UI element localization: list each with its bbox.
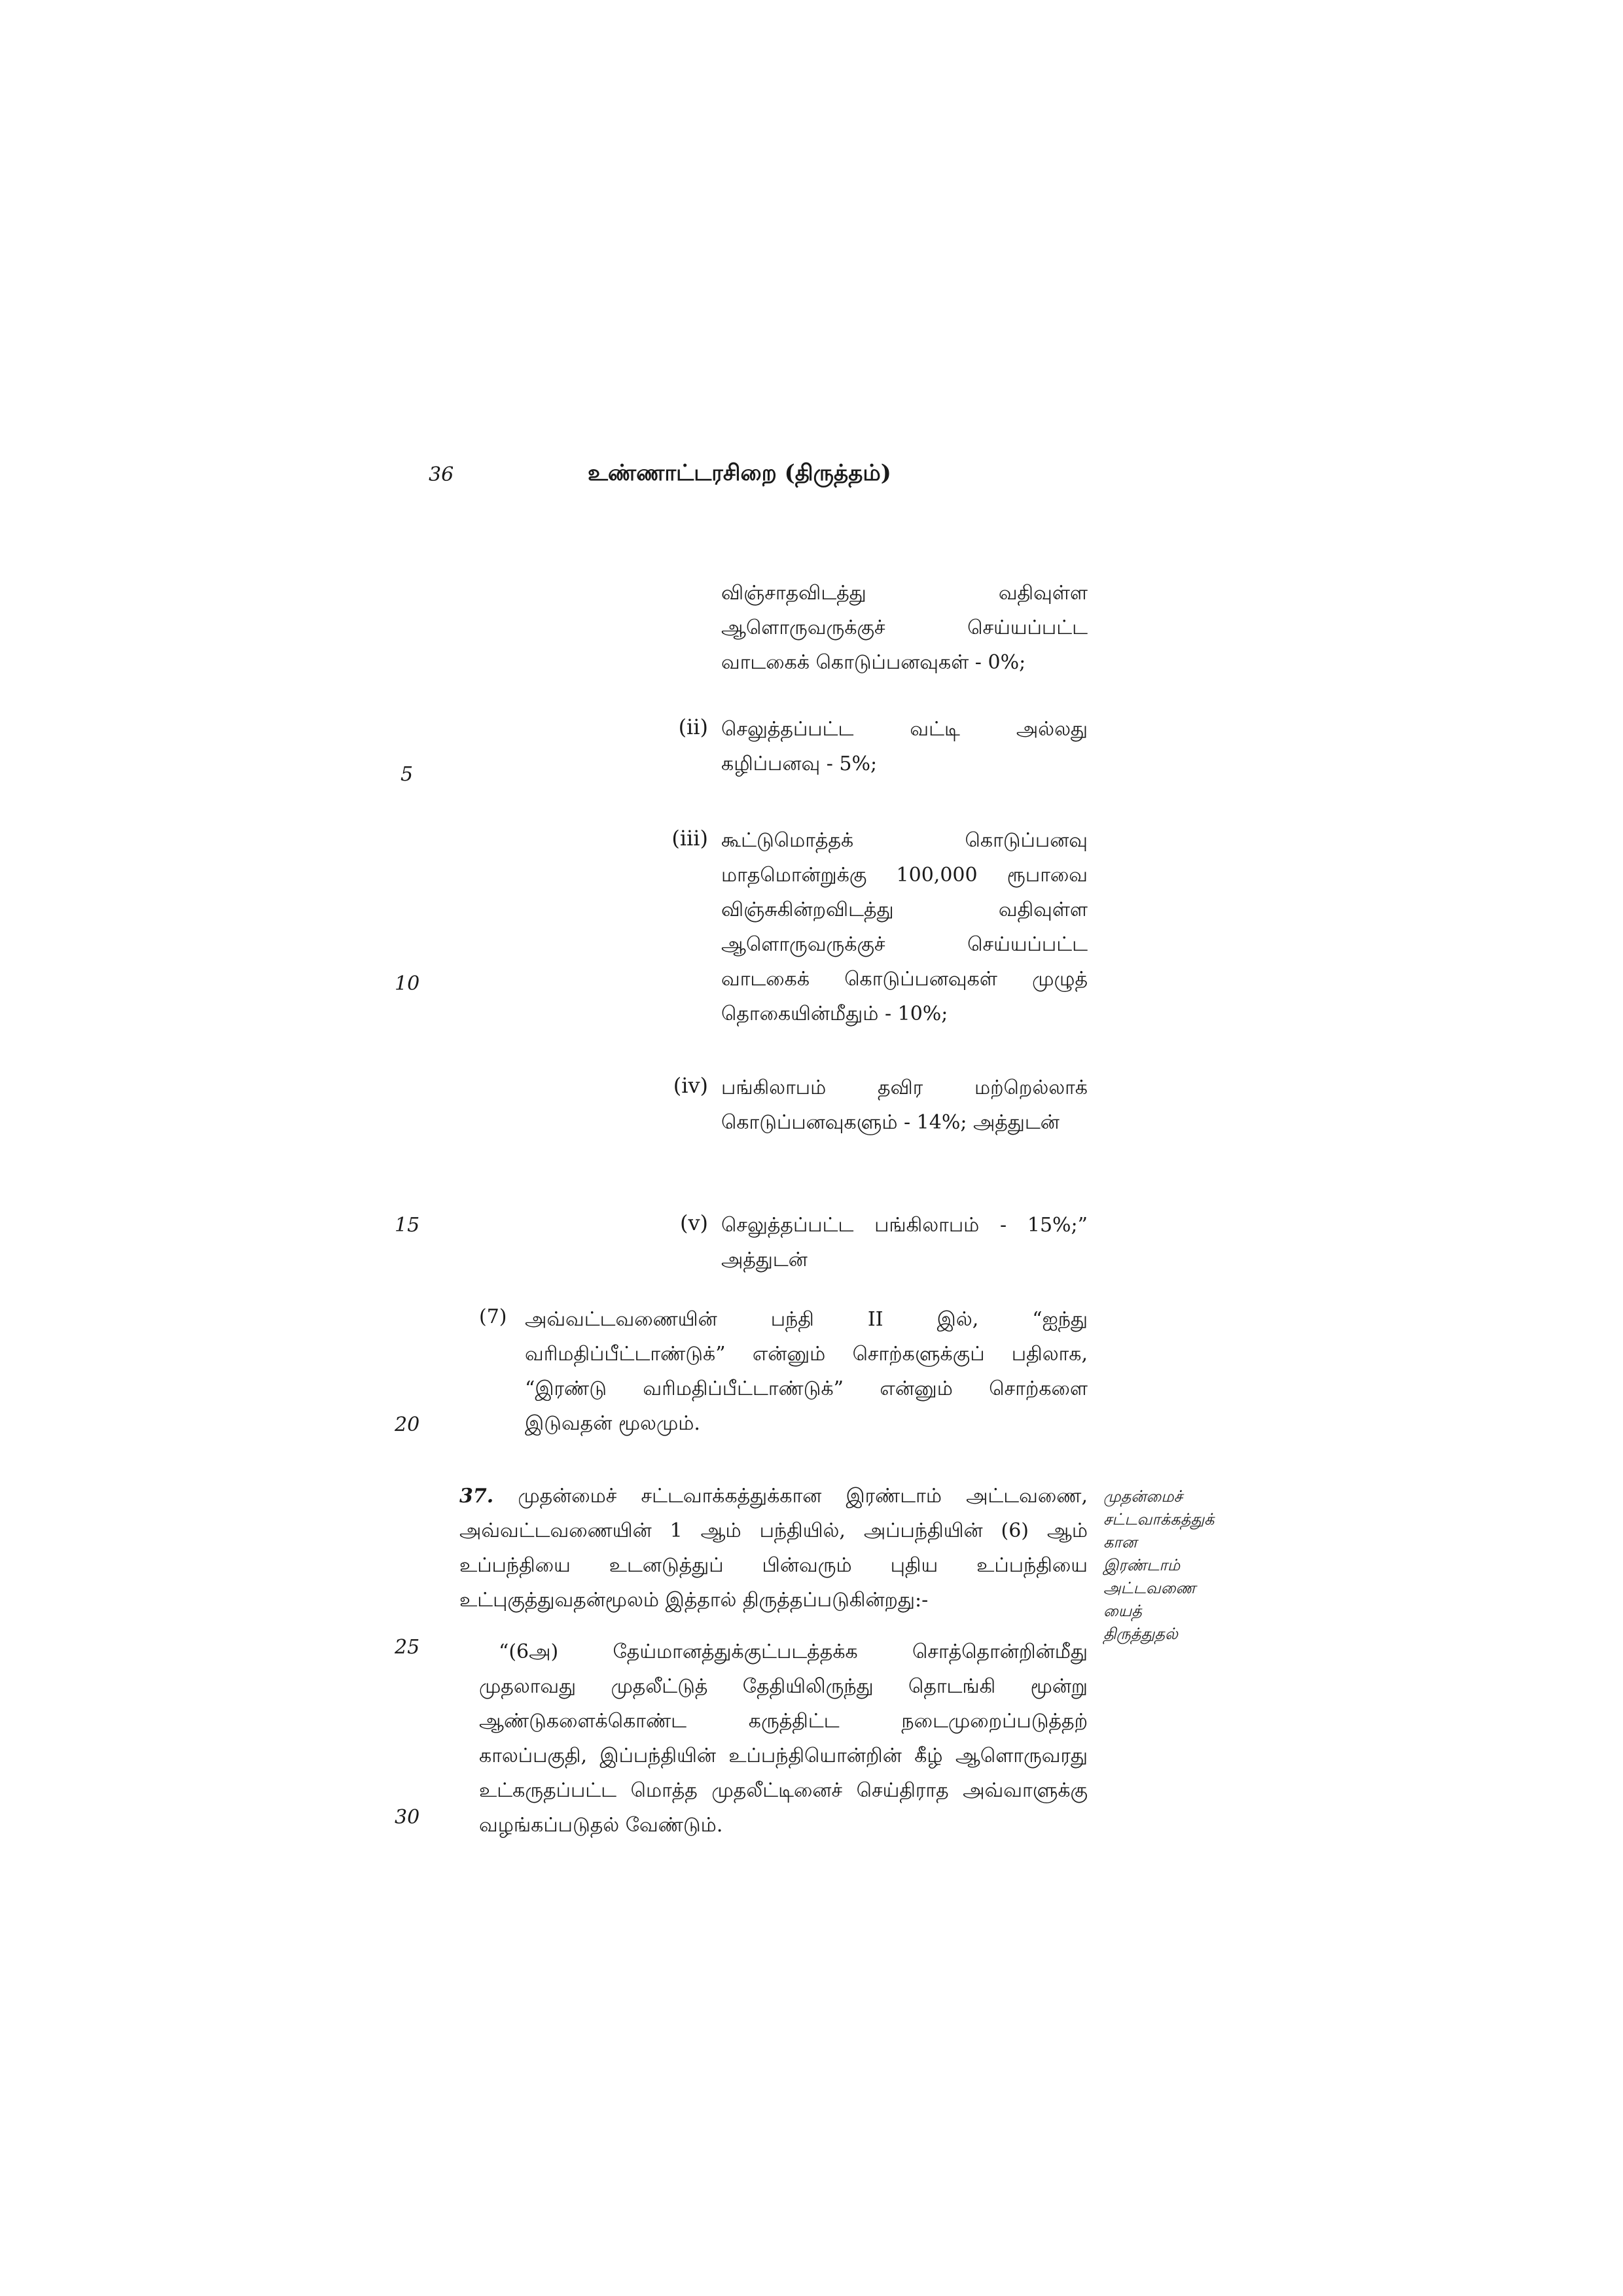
line-number-15: 15 (395, 1214, 420, 1237)
line-number-10: 10 (395, 972, 420, 995)
subparagraph-6a: “(6அ) தேய்மானத்துக்குட்படத்தக்க சொத்தொன்றின்மீது முதலாவது முதலீட்டுத் தேதியிலிருந்து தொடங்கி மூன்று ஆண்டுகளைக்கொண்ட கருத்திட்ட நடைமுறைப்படுத்தற் காலப்பகுதி, இப்பந்தியின் உப்பந்தியொன்றின் கீழ் ஆளொருவரது உட்கருதப்பட்ட மொத்த முதலீட்டினைச் செய்திராத அவ்வாளுக்கு வழங்கப்படுதல் வேண்டும். (479, 1640, 1088, 1837)
clause-iv-text: பங்கிலாபம் தவிர மற்றெல்லாக் கொடுப்பனவுகளும் - 14%; அத்துடன் (721, 1076, 1088, 1134)
clause-v-marker: (v) (679, 1210, 708, 1235)
clause-i-continuation: விஞ்சாதவிடத்து வதிவுள்ள ஆளொருவருக்குச் செய்யப்பட்ட வாடகைக் கொடுப்பனவுகள் - 0%; (721, 582, 1088, 674)
clause-iii-text: கூட்டுமொத்தக் கொடுப்பனவு மாதமொன்றுக்கு 100,000 ரூபாவை விஞ்சுகின்றவிடத்து வதிவுள்ள ஆளொருவருக்குச் செய்யப்பட்ட வாடகைக் கொடுப்பனவுகள் முழுத் தொகையின்மீதும் - 10%; (721, 829, 1088, 1025)
section-37-margin-note: முதன்மைச் சட்டவாக்கத்துக் கான இரண்டாம் அட்டவணை யைத் திருத்துதல் (1103, 1487, 1215, 1643)
section-37-number: 37. (459, 1485, 494, 1508)
line-number-25: 25 (395, 1636, 420, 1659)
clause-ii-text: செலுத்தப்பட்ட வட்டி அல்லது கழிப்பனவு - 5%; (721, 718, 1088, 775)
page-number: 36 (429, 463, 454, 486)
paragraph-7-marker: (7) (479, 1305, 507, 1328)
clause-ii-marker: (ii) (678, 715, 708, 739)
line-number-20: 20 (395, 1413, 420, 1436)
clause-iv-marker: (iv) (673, 1073, 708, 1098)
line-number-30: 30 (395, 1806, 420, 1829)
paragraph-7-text: அவ்வட்டவணையின் பந்தி II இல், “ஐந்து வரிமதிப்பீட்டாண்டுக்” என்னும் சொற்களுக்குப் பதிலாக, “இரண்டு வரிமதிப்பீட்டாண்டுக்” என்னும் சொற்களை இடுவதன் மூலமும். (525, 1308, 1088, 1435)
section-37 (459, 1479, 1088, 1617)
section-37-text: முதன்மைச் சட்டவாக்கத்துக்கான இரண்டாம் அட்டவணை, அவ்வட்டவணையின் 1 ஆம் பந்தியில், அப்பந்தியின் (6) ஆம் உப்பந்தியை உடனடுத்துப் பின்வரும் புதிய உப்பந்தியை உட்புகுத்துவதன்மூலம் இத்தால் திருத்தப்படுகின்றது:- (459, 1485, 1088, 1612)
line-number-5: 5 (401, 763, 414, 786)
page-title: உண்ணாட்டரசிறை (திருத்தம்) (588, 460, 891, 486)
clause-v-text: செலுத்தப்பட்ட பங்கிலாபம் - 15%;” அத்துடன் (721, 1214, 1088, 1271)
clause-iii-marker: (iii) (671, 826, 708, 851)
